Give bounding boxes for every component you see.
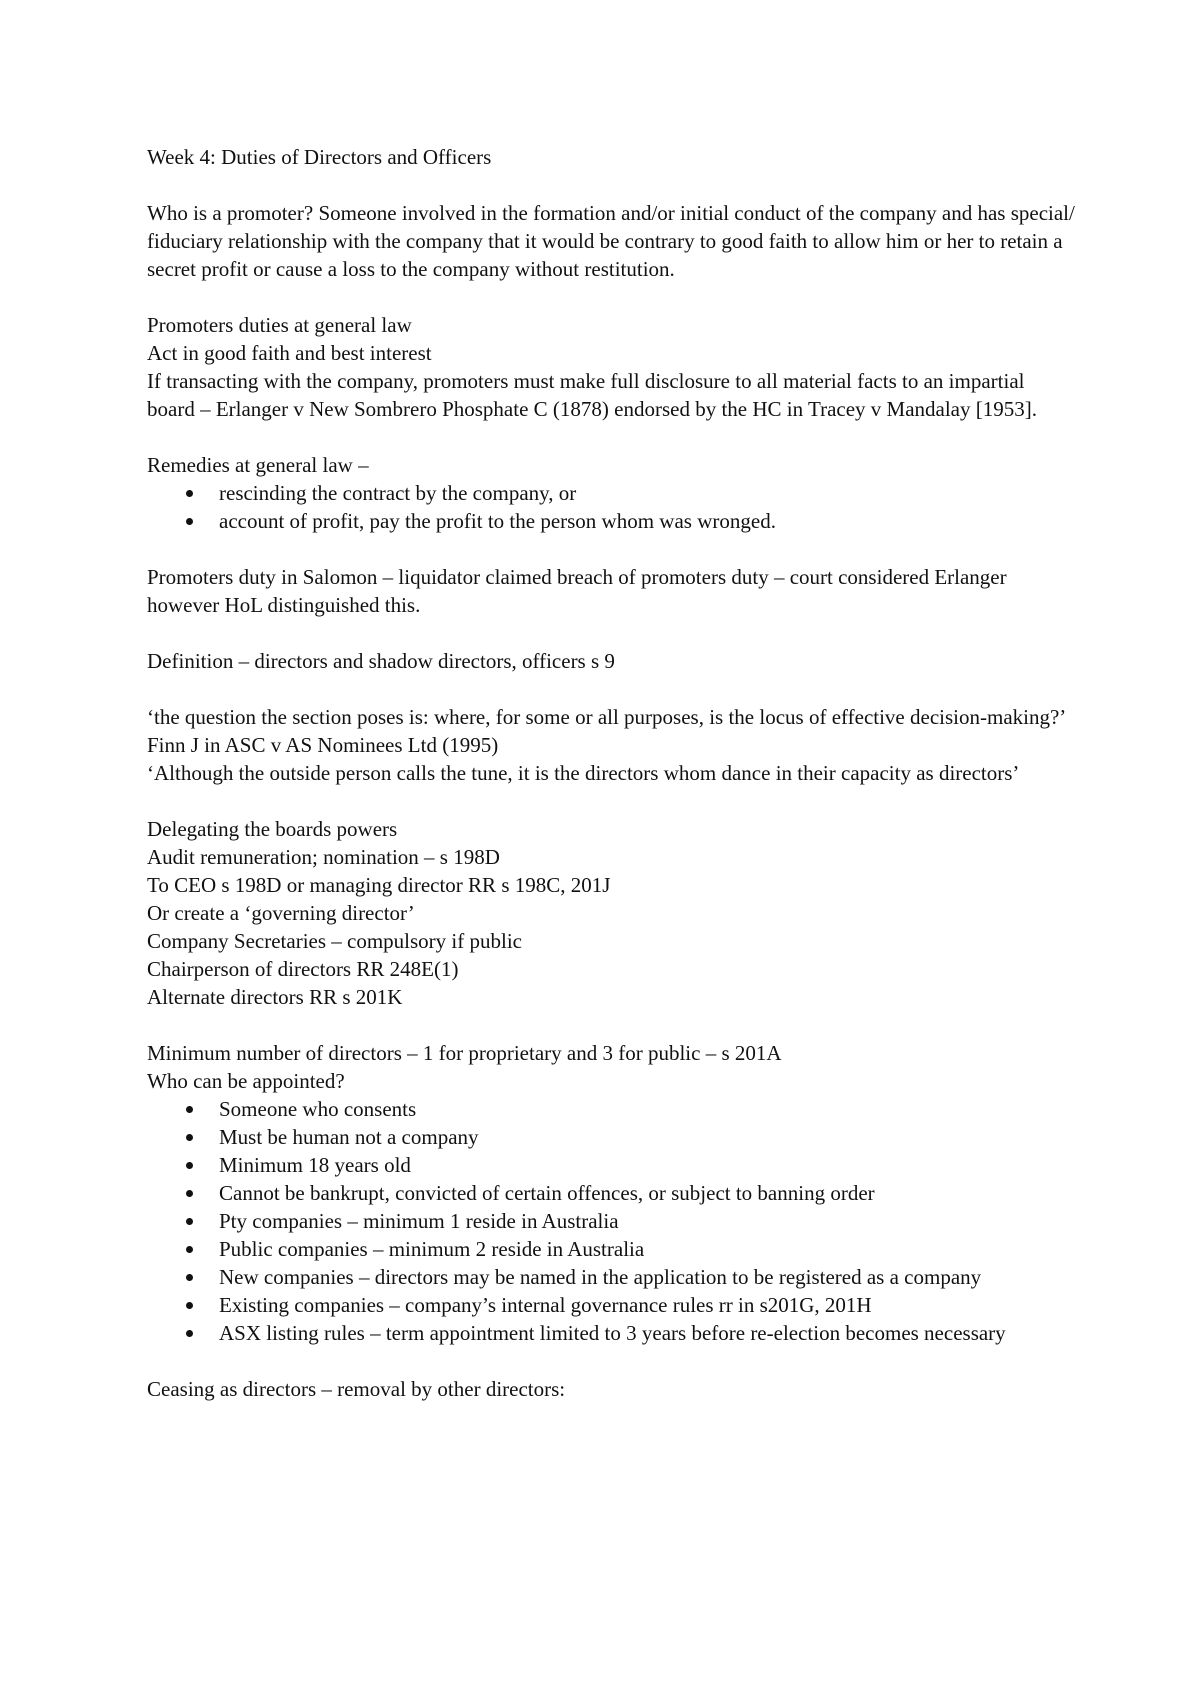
spacer bbox=[147, 283, 1077, 311]
spacer bbox=[147, 1011, 1077, 1039]
minimum-directors-line: Minimum number of directors – 1 for proprietary and 3 for public – s 201A bbox=[147, 1041, 782, 1065]
quote: ‘Although the outside person calls the tune, it is the directors whom dance in their capacity as directors’ bbox=[147, 761, 1020, 785]
list-item-text: Cannot be bankrupt, convicted of certain offences, or subject to banning order bbox=[219, 1181, 875, 1205]
bullet-icon bbox=[186, 1330, 193, 1337]
delegating-line: Or create a ‘governing director’ bbox=[147, 901, 415, 925]
spacer bbox=[147, 619, 1077, 647]
bullet-icon bbox=[186, 1162, 193, 1169]
list-item bbox=[147, 1207, 1077, 1235]
list-item bbox=[147, 1179, 1077, 1207]
list-item bbox=[147, 1235, 1077, 1263]
bullet-icon bbox=[186, 1190, 193, 1197]
bullet-icon bbox=[186, 1302, 193, 1309]
spacer bbox=[147, 787, 1077, 815]
list-item-text: rescinding the contract by the company, or bbox=[219, 481, 577, 505]
delegating-heading: Delegating the boards powers bbox=[147, 817, 398, 841]
ceasing-heading: Ceasing as directors – removal by other directors: bbox=[147, 1377, 566, 1401]
appointment-list bbox=[147, 1095, 1077, 1347]
list-item-text: Someone who consents bbox=[219, 1097, 417, 1121]
delegating-line: Company Secretaries – compulsory if public bbox=[147, 929, 522, 953]
salomon-paragraph: Promoters duty in Salomon – liquidator claimed breach of promoters duty – court considered Erlanger however HoL distinguished this. bbox=[147, 565, 1007, 617]
list-item-text: account of profit, pay the profit to the person whom was wronged. bbox=[219, 509, 776, 533]
delegating-line: Alternate directors RR s 201K bbox=[147, 985, 403, 1009]
list-item bbox=[147, 1291, 1077, 1319]
list-item-text: New companies – directors may be named in the application to be registered as a company bbox=[219, 1265, 982, 1289]
list-item bbox=[147, 1123, 1077, 1151]
bullet-icon bbox=[186, 1134, 193, 1141]
page-title: Week 4: Duties of Directors and Officers bbox=[147, 145, 492, 169]
list-item-text: Must be human not a company bbox=[219, 1125, 479, 1149]
list-item bbox=[147, 1319, 1077, 1347]
list-item-text: Public companies – minimum 2 reside in Australia bbox=[219, 1237, 645, 1261]
list-item-text: Existing companies – company’s internal governance rules rr in s201G, 201H bbox=[219, 1293, 872, 1317]
bullet-icon bbox=[186, 1218, 193, 1225]
list-item bbox=[147, 1263, 1077, 1291]
spacer bbox=[147, 171, 1077, 199]
promoter-definition: Who is a promoter? Someone involved in the formation and/or initial conduct of the company and has special/ fiduciary relationship with the company that it would be contrary to good faith to allow him or her to retain a secret profit or cause a loss to the company without restitution. bbox=[147, 201, 1075, 281]
promoter-duties-line: Act in good faith and best interest bbox=[147, 341, 432, 365]
list-item bbox=[147, 507, 1077, 535]
list-item-text: Minimum 18 years old bbox=[219, 1153, 411, 1177]
spacer bbox=[147, 423, 1077, 451]
quote: ‘the question the section poses is: where, for some or all purposes, is the locus of effective decision-making?’ Finn J in ASC v AS Nominees Ltd (1995) bbox=[147, 705, 1065, 757]
bullet-icon bbox=[186, 1106, 193, 1113]
spacer bbox=[147, 1347, 1077, 1375]
document-body bbox=[147, 143, 1077, 1403]
list-item bbox=[147, 479, 1077, 507]
spacer bbox=[147, 535, 1077, 563]
who-appointed-heading: Who can be appointed? bbox=[147, 1069, 345, 1093]
promoter-duties-line: If transacting with the company, promoters must make full disclosure to all material facts to an impartial board – Erlanger v New Sombrero Phosphate C (1878) endorsed by the HC in Tracey v Mandalay [1953]. bbox=[147, 369, 1037, 421]
list-item-text: ASX listing rules – term appointment limited to 3 years before re-election becomes necessary bbox=[219, 1321, 1006, 1345]
promoter-duties-heading: Promoters duties at general law bbox=[147, 313, 412, 337]
bullet-icon bbox=[186, 518, 193, 525]
spacer bbox=[147, 675, 1077, 703]
delegating-line: To CEO s 198D or managing director RR s 198C, 201J bbox=[147, 873, 611, 897]
remedies-list bbox=[147, 479, 1077, 535]
list-item bbox=[147, 1151, 1077, 1179]
bullet-icon bbox=[186, 1246, 193, 1253]
bullet-icon bbox=[186, 1274, 193, 1281]
definition-line: Definition – directors and shadow directors, officers s 9 bbox=[147, 649, 615, 673]
remedies-heading: Remedies at general law – bbox=[147, 453, 369, 477]
bullet-icon bbox=[186, 490, 193, 497]
delegating-line: Chairperson of directors RR 248E(1) bbox=[147, 957, 459, 981]
list-item-text: Pty companies – minimum 1 reside in Australia bbox=[219, 1209, 619, 1233]
delegating-line: Audit remuneration; nomination – s 198D bbox=[147, 845, 500, 869]
list-item bbox=[147, 1095, 1077, 1123]
